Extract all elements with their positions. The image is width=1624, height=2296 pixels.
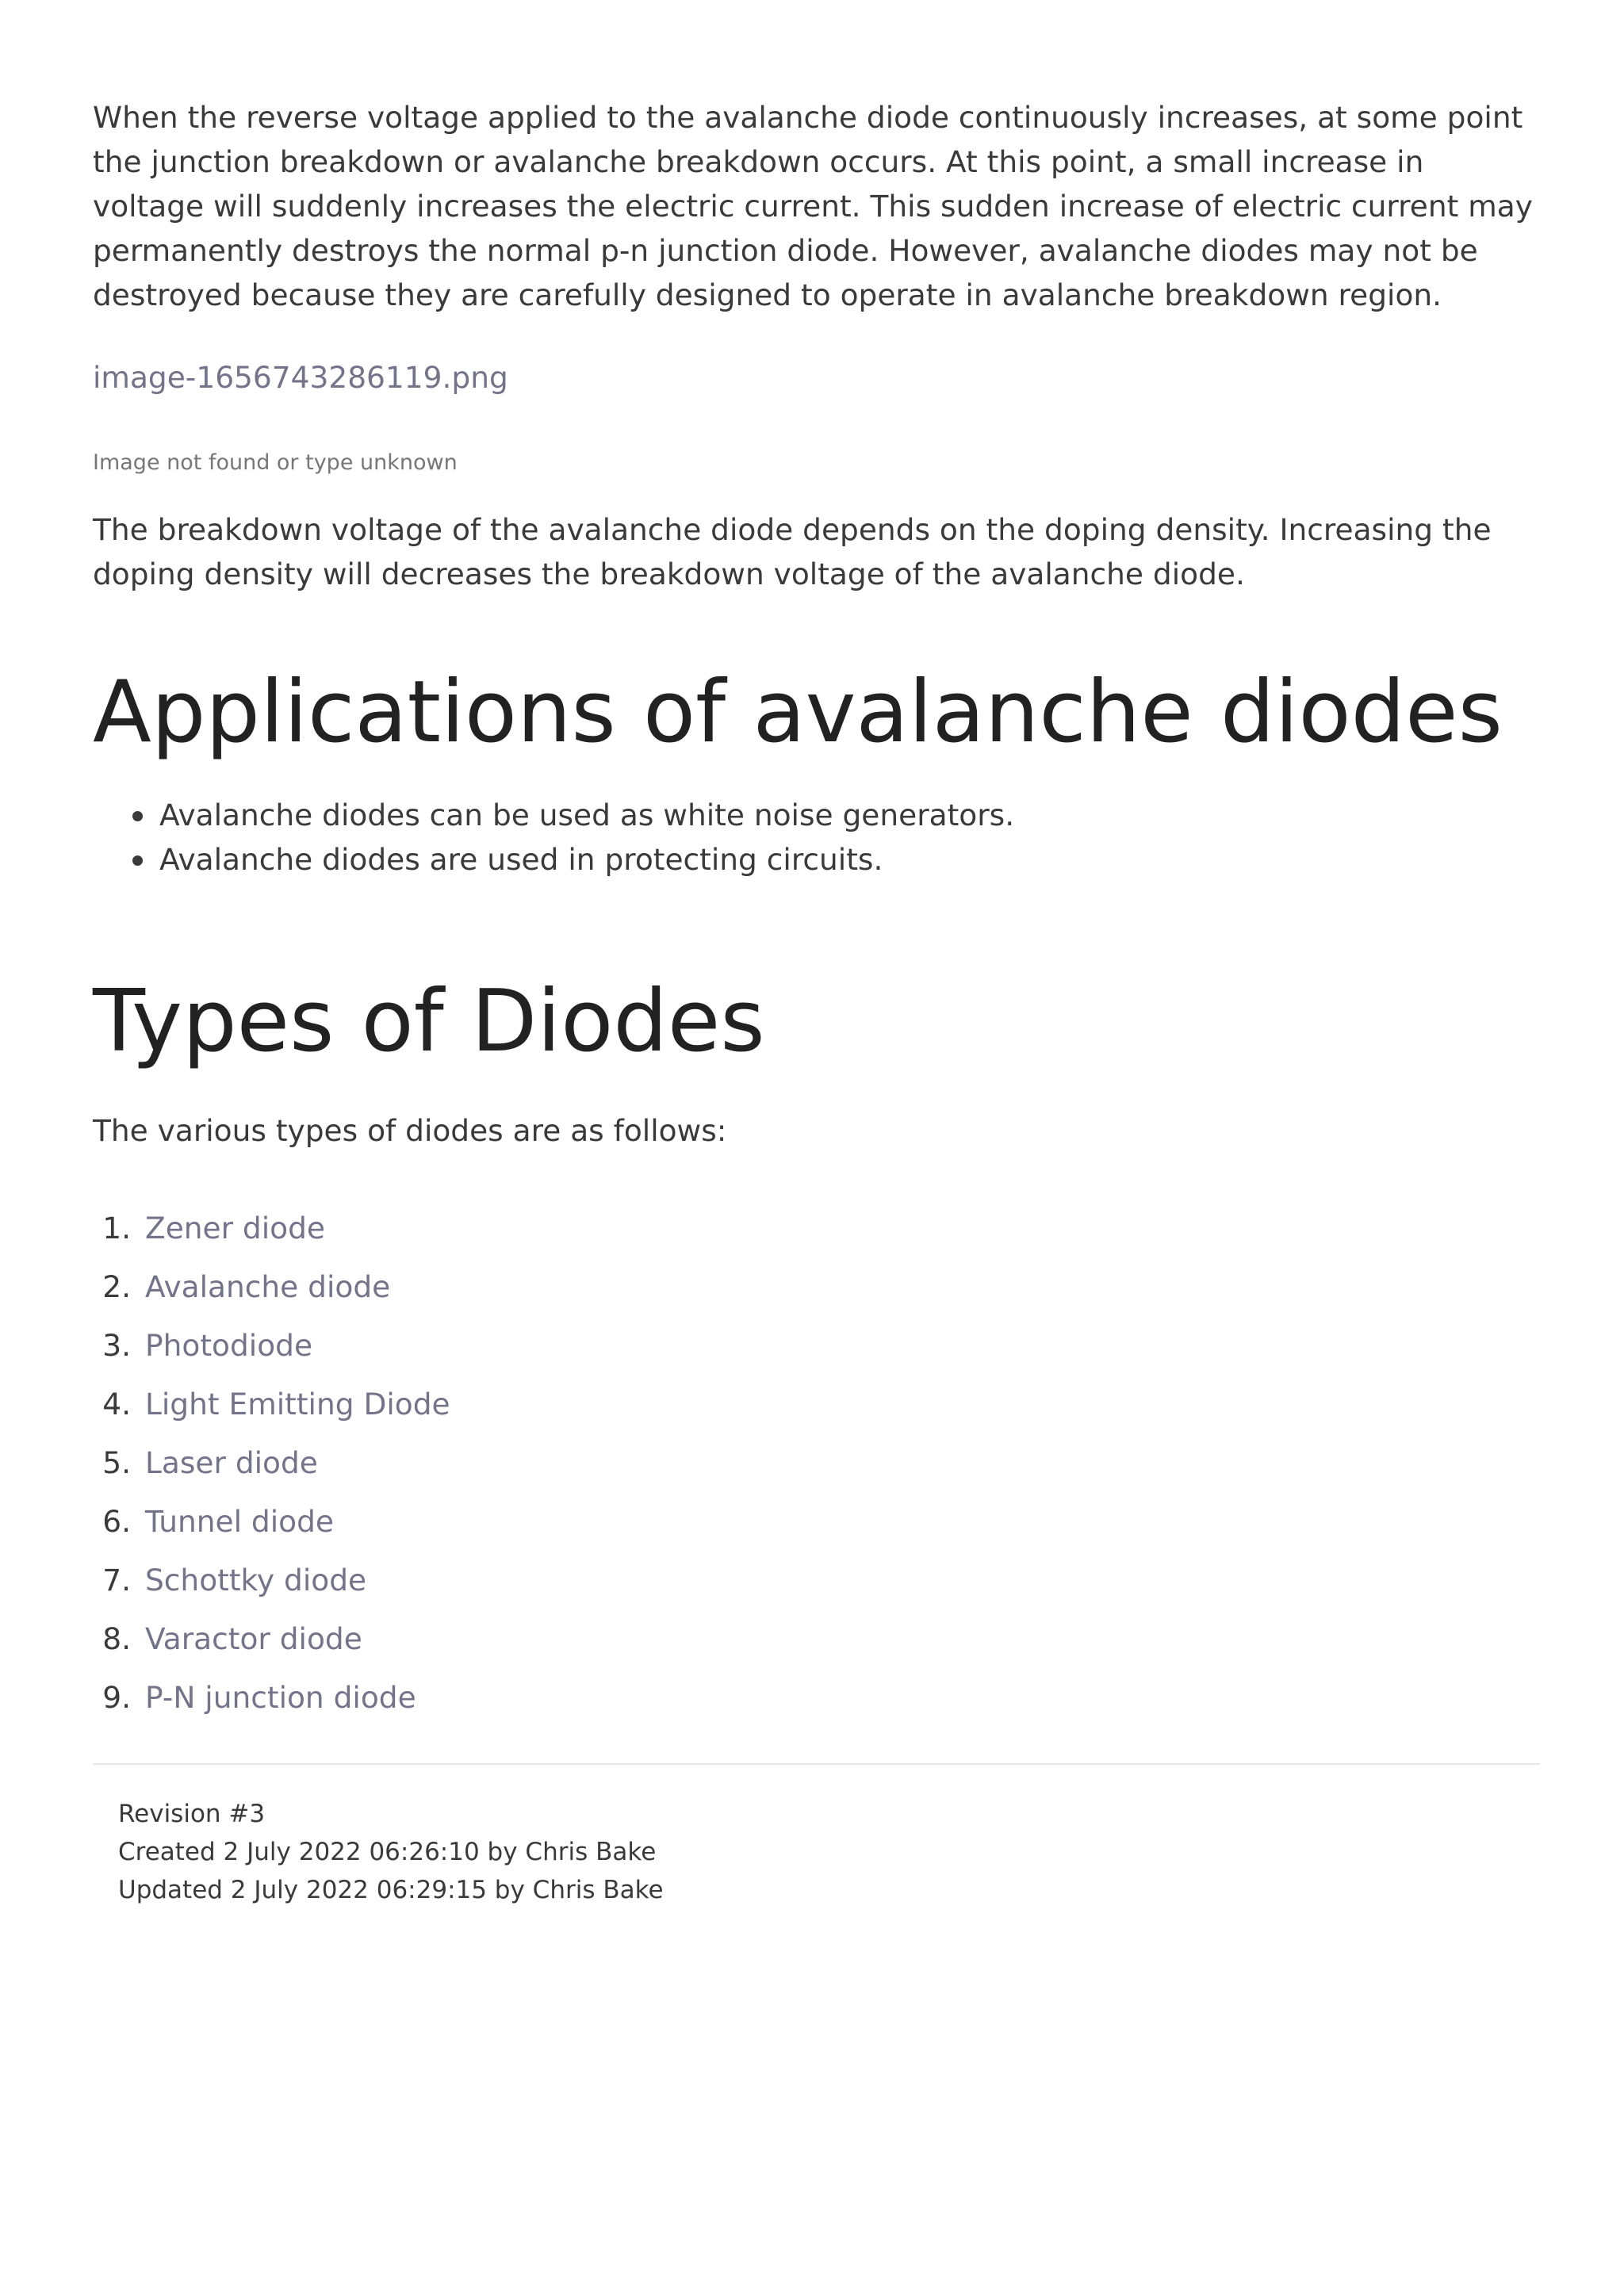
link-tunnel-diode[interactable]: Tunnel diode <box>145 1504 334 1539</box>
link-avalanche-diode[interactable]: Avalanche diode <box>145 1269 391 1304</box>
list-item <box>93 1609 1540 1668</box>
heading-types-of-diodes: Types of Diodes <box>93 972 765 1071</box>
list-item <box>93 1668 1540 1727</box>
link-zener-diode[interactable]: Zener diode <box>145 1211 325 1246</box>
revision-updated: Updated 2 July 2022 06:29:15 by Chris Bake <box>118 1876 664 1904</box>
list-number: 3. <box>102 1328 131 1363</box>
link-photodiode[interactable]: Photodiode <box>145 1328 313 1363</box>
list-item <box>93 1433 1540 1492</box>
link-schottky-diode[interactable]: Schottky diode <box>145 1563 367 1598</box>
revision-number: Revision #3 <box>118 1800 266 1828</box>
list-item: Avalanche diodes can be used as white noise generators. <box>159 793 1540 837</box>
list-number: 6. <box>102 1504 131 1539</box>
list-item <box>93 1551 1540 1609</box>
divider <box>93 1763 1540 1765</box>
paragraph-doping-density: The breakdown voltage of the avalanche diode depends on the doping density. Increasing the doping density will decreases the breakdown voltage of the avalanche diode. <box>93 512 1492 591</box>
list-number: 5. <box>102 1445 131 1480</box>
paragraph-avalanche-breakdown: When the reverse voltage applied to the avalanche diode continuously increases, at some point the junction breakdown or avalanche breakdown occurs. At this point, a small increase in voltage will suddenly increases the electric current. This sudden increase of electric current may permanently destroys the normal p-n junction diode. However, avalanche diodes may not be destroyed because they are carefully designed to operate in avalanche breakdown region. <box>93 100 1533 312</box>
list-number: 4. <box>102 1387 131 1422</box>
list-number: 8. <box>102 1621 131 1656</box>
list-item <box>93 1375 1540 1433</box>
applications-list <box>93 793 1540 882</box>
link-varactor-diode[interactable]: Varactor diode <box>145 1621 362 1656</box>
link-laser-diode[interactable]: Laser diode <box>145 1445 318 1480</box>
list-number: 9. <box>102 1680 131 1715</box>
heading-applications: Applications of avalanche diodes <box>93 663 1503 762</box>
list-number: 7. <box>102 1563 131 1598</box>
types-intro: The various types of diodes are as follows: <box>93 1113 727 1148</box>
image-link[interactable]: image-1656743286119.png <box>93 360 508 395</box>
revision-created: Created 2 July 2022 06:26:10 by Chris Bake <box>118 1838 657 1866</box>
revision-info <box>93 1795 1540 1909</box>
link-pn-junction-diode[interactable]: P-N junction diode <box>145 1680 416 1715</box>
list-number: 2. <box>102 1269 131 1304</box>
list-item: Avalanche diodes are used in protecting circuits. <box>159 837 1540 882</box>
list-number: 1. <box>102 1211 131 1246</box>
image-alt-text: Image not found or type unknown <box>93 450 458 475</box>
list-item <box>93 1199 1540 1257</box>
link-light-emitting-diode[interactable]: Light Emitting Diode <box>145 1387 450 1422</box>
diode-types-list <box>93 1199 1540 1727</box>
list-item <box>93 1257 1540 1316</box>
list-item <box>93 1492 1540 1551</box>
list-item <box>93 1316 1540 1375</box>
